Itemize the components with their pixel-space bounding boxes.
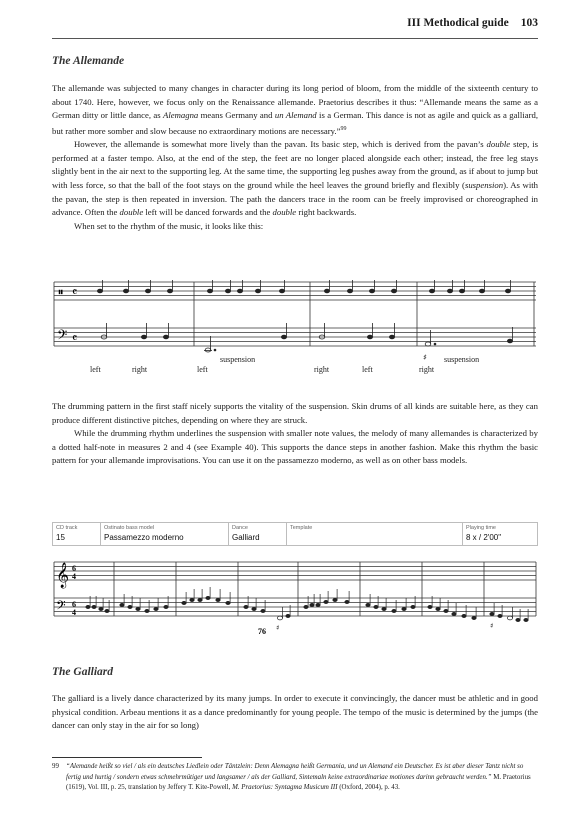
text-run: While the drumming rhythm underlines the suspension with smaller note values, the melody of many allemandes is characterized by a dotted half-note in measures 2 and 4 (see Example 40). This supports the dance steps in another fashion. Make this rhythm the basic pattern for your allemande improvisations. You can use it on the passamezzo moderno, as well as on other bass models. [52, 428, 538, 466]
cell-label: Dance [232, 525, 248, 531]
italic-run: double [272, 207, 297, 218]
time-signature-icon: 4 [72, 572, 76, 581]
bass-clef-icon: 𝄢 [56, 598, 66, 616]
bass-notes [101, 323, 512, 352]
text-run: means Germany and [198, 110, 275, 121]
footnote-text [66, 762, 538, 794]
sharp-icon: ♯ [423, 353, 427, 362]
paragraph [52, 220, 538, 234]
footnote-ref: 99 [340, 125, 347, 132]
time-signature-icon: 6 [72, 564, 76, 573]
italic-run: double [119, 207, 144, 218]
measure-number: 76 [258, 627, 266, 636]
template-cell [287, 523, 463, 545]
sharp-icon: ♯ [276, 624, 280, 632]
text-run: The drumming pattern in the first staff nicely supports the vitality of the suspension. Skin drums of all kinds are suitable here, as they can produce different distinctive pitches, depending on where they are struck. [52, 401, 538, 425]
cell-label: Playing time [466, 525, 496, 531]
paragraph [52, 400, 538, 427]
text-run: step, is performed at a faster tempo. Also, at the end of the step, the feet are no longer placed alongside each other; instead, the free leg stays slightly bent in the air next to the supporting leg. At the same time, the supporting leg pushes away from the ground, as if about to jump but with less force, so that the ball of the foot stays on the ground while the heel leaves the ground briefly and flexibly ( [52, 139, 538, 191]
step-label: suspension [444, 355, 480, 364]
italic-run: suspension [464, 180, 504, 191]
step-label: left [362, 365, 373, 374]
cell-value: 8 x / 2'00" [466, 533, 502, 542]
playing-time-cell [463, 523, 537, 545]
text-run: M. Praetorius (1619), Vol. III, p. 25, translation by Jeffery T. Kite-Powell, [66, 773, 531, 791]
header-rule [52, 38, 538, 39]
step-label: right [419, 365, 435, 374]
text-run: left will be danced forwards and the [143, 207, 273, 218]
footnote [52, 762, 538, 794]
paragraph [52, 427, 538, 468]
cell-value: Galliard [232, 533, 260, 542]
sharp-icon: ♯ [490, 622, 494, 630]
step-label: left [197, 365, 208, 374]
bass-line-notes [86, 587, 528, 622]
page-number: 103 [520, 17, 538, 29]
section-title-galliard: The Galliard [52, 666, 114, 678]
text-run: is a German. This dance is not as agile and quick as a galliard, but rather more somber and slow because no extraordinary motions are necessary.” [52, 110, 538, 136]
italic-run: double [486, 139, 511, 150]
cd-track-cell [53, 523, 101, 545]
text-run: When set to the rhythm of the music, it looks like this: [74, 220, 264, 231]
header-title: III Methodical guide [407, 17, 509, 29]
step-label: suspension [220, 355, 256, 364]
staff-lines [54, 562, 536, 616]
italic-run: M. Praetorius: Syntagma Musicum III [232, 784, 338, 791]
italic-run: Alemagna [163, 110, 199, 121]
running-header [407, 17, 538, 29]
bass-clef-icon: 𝄢 [57, 327, 68, 346]
text-run: ). As with the pavan, the step is then repeated in inversion. The path the dancers trace in the room can be freely improvised or choreographed in advance. Often the [52, 180, 538, 218]
time-signature-icon: 6 [72, 600, 76, 609]
italic-run: un Alemand [274, 110, 317, 121]
italic-run: “Alemande heißt so viel / als ein deutsches Liedlein oder Täntzlein: Denn Alemagna heißt Germania, und un Alemand ein Deutscher. Es ist aber dieser Tantz nicht so fertig und hurtig / sondern etwas schmehrmütiger und langsamer / als der Galliard, Sintemaln keine extraordinariae motiones darinn gebraucht werden.” [66, 763, 524, 781]
time-signature-icon: 4 [72, 608, 76, 617]
footnote-rule [52, 757, 202, 758]
bass-model-cell [101, 523, 229, 545]
galliard-text [52, 692, 538, 733]
percussion-clef-icon: 𝄥 [59, 286, 63, 299]
allemande-rhythm-score [52, 280, 538, 380]
paragraph [52, 82, 538, 138]
track-info-table [52, 522, 538, 546]
text-run: The allemande was subjected to many changes in character during its long period of bloom, from the middle of the sixteenth century to about 1740. Here, however, we focus only on the Renaissance allemande. Praetorius describes it thus: “Allemande means the same as a German ditty or little dance, as [52, 83, 538, 121]
step-label: left [90, 365, 101, 374]
step-label: right [132, 365, 148, 374]
cell-label: CD track [56, 525, 78, 531]
allemande-text [52, 82, 538, 233]
dance-cell [229, 523, 287, 545]
common-time-icon: 𝄴 [72, 331, 78, 345]
footnote-number: 99 [52, 763, 59, 770]
common-time-icon: 𝄴 [72, 285, 78, 299]
text-run: (Oxford, 2004), p. 43. [337, 784, 400, 791]
allemande-text-continued [52, 400, 538, 468]
cell-label: Template [290, 525, 313, 531]
text-run: right backwards. [296, 207, 357, 218]
cell-value: Passamezzo moderno [104, 533, 184, 542]
paragraph [52, 692, 538, 733]
section-title-allemande: The Allemande [52, 55, 125, 67]
treble-clef-icon: 𝄞 [56, 563, 70, 588]
step-label: right [314, 365, 330, 374]
paragraph [52, 138, 538, 220]
barlines [54, 562, 536, 616]
cell-label: Ostinato bass model [104, 525, 155, 531]
text-run: The galliard is a lively dance characterized by its many jumps. In order to execute it convincingly, the dancer must be athletic and in good physical condition. Arbeau mentions it as a dance predominantly for young people. The tempo of the music is determined by the jumps (the dancer can only stay in the air for so long) [52, 693, 538, 731]
passamezzo-moderno-score [52, 558, 538, 640]
cell-value: 15 [56, 533, 65, 542]
text-run: However, the allemande is somewhat more lively than the pavan. Its basic step, which is derived from the pavan’s [74, 139, 487, 150]
